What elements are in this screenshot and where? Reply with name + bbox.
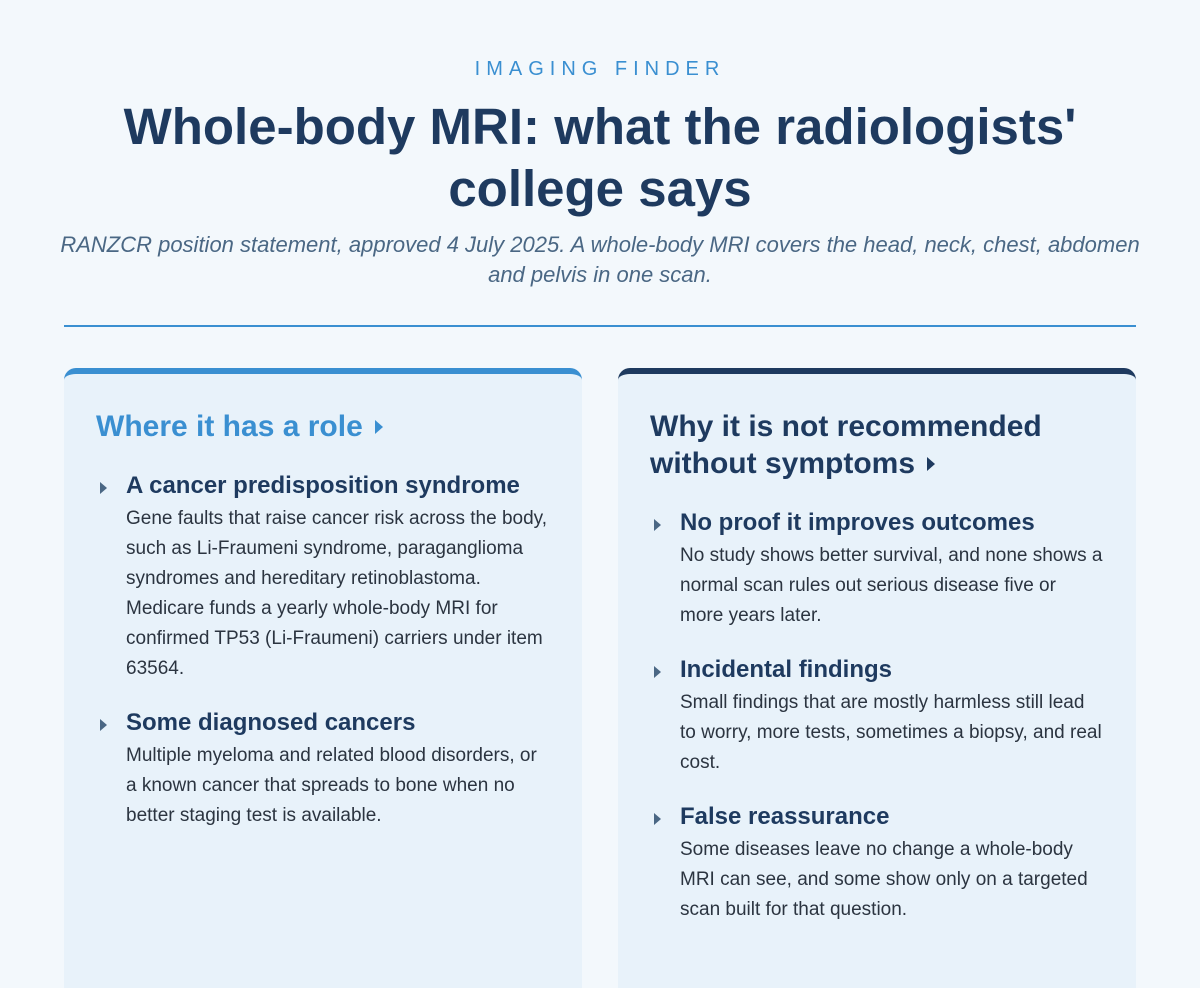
item-title: Incidental findings [680, 656, 893, 683]
not-recommended-card-heading-label: Why it is not recommended without symptoms [650, 410, 1042, 480]
item-title: False reassurance [680, 803, 890, 830]
item-text: Multiple myeloma and related blood disorders, or a known cancer that spreads to bone when no better staging test is available. [126, 745, 537, 826]
caret-right-icon [654, 519, 661, 531]
not-recommended-card-heading[interactable] [650, 408, 1104, 482]
caret-right-icon [100, 719, 107, 731]
item-title: No proof it improves outcomes [680, 509, 1035, 536]
caret-right-icon [927, 457, 935, 471]
eyebrow-label: IMAGING FINDER [474, 58, 726, 80]
list-item [650, 653, 1104, 778]
not-recommended-card [618, 368, 1136, 988]
caret-right-icon [375, 420, 383, 434]
page-subtitle: RANZCR position statement, approved 4 July 2025. A whole-body MRI covers the head, neck, chest, abdomen and pelvis in one scan. [60, 232, 1140, 287]
role-card-heading-label: Where it has a role [96, 410, 363, 443]
list-item [650, 800, 1104, 925]
page-title: Whole-body MRI: what the radiologists' college says [123, 98, 1077, 217]
header-divider [64, 325, 1136, 327]
item-text: Small findings that are mostly harmless still lead to worry, more tests, sometimes a biopsy, and real cost. [680, 692, 1102, 773]
list-item [96, 706, 550, 831]
caret-right-icon [100, 482, 107, 494]
item-text: No study shows better survival, and none shows a normal scan rules out serious disease five or more years later. [680, 545, 1103, 626]
item-title: A cancer predisposition syndrome [126, 472, 520, 499]
item-text: Some diseases leave no change a whole-body MRI can see, and some show only on a targeted scan built for that question. [680, 839, 1088, 920]
role-card-heading[interactable] [96, 408, 550, 445]
item-text: Gene faults that raise cancer risk across the body, such as Li-Fraumeni syndrome, paraganglioma syndromes and hereditary retinoblastoma. Medicare funds a yearly whole-body MRI for confirmed TP53 (Li-Fraumeni) carriers under item 63564. [126, 508, 548, 679]
list-item [650, 506, 1104, 631]
caret-right-icon [654, 666, 661, 678]
list-item [96, 469, 550, 684]
role-card [64, 368, 582, 988]
caret-right-icon [654, 813, 661, 825]
item-title: Some diagnosed cancers [126, 709, 416, 736]
